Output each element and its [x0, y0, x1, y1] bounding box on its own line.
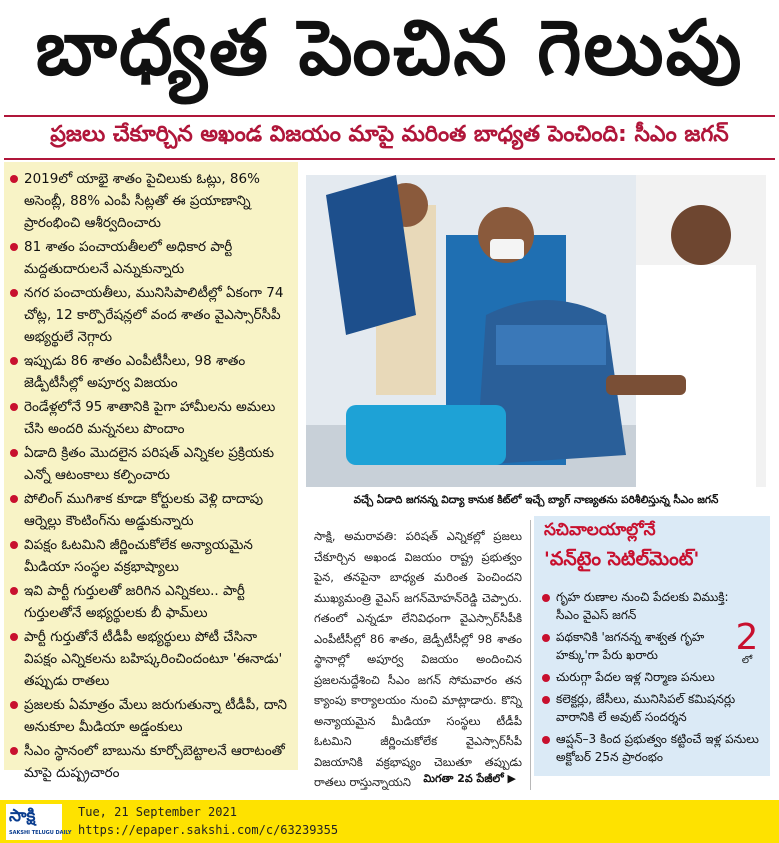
bullet-icon	[10, 701, 18, 709]
continued-on-page-link[interactable]: మిగతా 2వ పేజీలో ▶	[423, 772, 516, 785]
sidebar-item-text: పథకానికి 'జగనన్న శాశ్వత గృహ హక్కు'గా పేరు ఖరారు	[556, 630, 705, 662]
sidebar-story	[534, 516, 770, 776]
subheadline: ప్రజలు చేకూర్చిన అఖండ విజయం మాపై మరింత బాధ్యత పెంచింది: సీఎం జగన్	[50, 122, 729, 147]
sakshi-logo	[6, 804, 72, 840]
sidebar-kicker: సచివాలయాల్లోనే	[544, 520, 656, 540]
epaper-link[interactable]: https://epaper.sakshi.com/c/63239355	[78, 823, 339, 837]
highlights-panel	[4, 162, 298, 781]
bullet-icon	[10, 403, 18, 411]
highlight-text: పార్టీ గుర్తుతోనే టీడీపీ అభ్యర్థులు పోటీ చేసినా విపక్షం ఎన్నికలను బహిష్కరించిందంటూ 'ఈనాడు' తప్పుడు రాతలు	[24, 629, 283, 689]
photo-caption: వచ్చే ఏడాది జగనన్న విద్యా కానుక కిట్‌లో ఇచ్చే బ్యాగ్ నాణ్యతను పరిశీలిస్తున్న సీఎం జగన్	[353, 493, 719, 506]
sidebar-item-text: చురుగ్గా పేదల ఇళ్ల నిర్మాణ పనులు	[556, 670, 715, 684]
bullet-icon	[10, 243, 18, 251]
highlight-text: పోలింగ్ ముగిశాక కూడా కోర్టులకు వెళ్లి దాదాపు ఆర్నెల్లు కౌంటింగ్‌ను అడ్డుకున్నారు	[24, 491, 264, 529]
highlight-text: సీఎం స్థానంలో బాబును కూర్చోబెట్టాలనే ఆరాటంతో మాపై దుష్ప్రచారం	[24, 743, 285, 781]
bullet-icon	[10, 747, 18, 755]
sidebar-item-text: కలెక్టర్లు, జేసీలు, మునిసిపల్ కమిషనర్లు వారానికి లే అవుట్ సందర్శన	[556, 692, 736, 724]
bullet-icon	[10, 541, 18, 549]
bullet-icon	[10, 633, 18, 641]
highlight-text: ఇవి పార్టీ గుర్తులతో జరిగిన ఎన్నికలు.. పార్టీ గుర్తులతోనే అభ్యర్థులకు బీ ఫామ్‌లు	[24, 583, 245, 621]
highlight-text: 81 శాతం పంచాయతీలలో అధికార పార్టీ మద్దతుదారులనే ఎన్నుకున్నారు	[24, 239, 233, 277]
highlight-text: ప్రజలకు ఏమాత్రం మేలు జరుగుతున్నా టీడీపీ, దాని అనుకూల మీడియా అడ్డంకులు	[24, 697, 287, 735]
bullet-icon	[10, 449, 18, 457]
highlight-text: ఇప్పుడు 86 శాతం ఎంపీటీసీలు, 98 శాతం జెడ్పీటీసీల్లో అపూర్వ విజయం	[24, 353, 246, 391]
highlight-item	[10, 442, 294, 486]
highlight-item	[10, 168, 294, 234]
highlight-item	[10, 488, 294, 532]
highlight-item	[10, 534, 294, 578]
subheadline-divider	[4, 158, 775, 160]
highlight-item	[10, 350, 294, 394]
bullet-icon	[542, 736, 550, 744]
highlight-item	[10, 282, 294, 348]
sidebar-item-text: గృహ రుణాల నుంచి పేదలకు విముక్తి: సీఎం వైఎస్ జగన్	[556, 590, 729, 622]
bullet-icon	[10, 495, 18, 503]
highlight-item	[10, 694, 294, 738]
sidebar-item	[542, 690, 764, 726]
highlight-text: రెండేళ్లలోనే 95 శాతానికి పైగా హామీలను అమలు చేసి అందరి మన్ననలు పొందాం	[24, 399, 276, 437]
sidebar-title: 'వన్‌టైం సెటిల్‌మెంట్'	[544, 548, 700, 570]
logo-wordmark: సాక్షి	[9, 806, 36, 826]
highlight-item	[10, 740, 294, 784]
highlight-text: 2019లో యాభై శాతం పైచిలుకు ఓట్లు, 86% అసెంబ్లీ, 88% ఎంపీ సీట్లతో ఈ ప్రయాణాన్ని ప్రారంభించి ఆశీర్వదించారు	[24, 171, 260, 231]
bullet-icon	[542, 634, 550, 642]
logo-tagline: SAKSHI TELUGU DAILY	[9, 830, 72, 836]
main-story	[306, 520, 528, 790]
headline: బాధ్యత పెంచిన గెలుపు	[35, 3, 744, 92]
bullet-icon	[10, 175, 18, 183]
bullet-icon	[10, 357, 18, 365]
photo-illustration	[306, 175, 766, 487]
highlight-item	[10, 580, 294, 624]
page-reference-badge	[730, 617, 764, 666]
highlight-item	[10, 236, 294, 280]
highlight-item	[10, 626, 294, 692]
column-divider	[530, 520, 531, 790]
sidebar-list	[542, 588, 764, 770]
page-reference-number: 2	[735, 617, 759, 658]
page-reference-label: లో	[741, 655, 753, 666]
sidebar-item	[542, 668, 764, 686]
highlight-item	[10, 396, 294, 440]
bullet-icon	[542, 674, 550, 682]
sidebar-item	[542, 730, 764, 766]
bullet-icon	[10, 289, 18, 297]
highlight-text: ఏడాది క్రితం మొదలైన పరిషత్ ఎన్నికల ప్రక్రియకు ఎన్నో ఆటంకాలు కల్పించారు	[24, 445, 275, 483]
sidebar-item	[542, 588, 764, 624]
bullet-icon	[542, 594, 550, 602]
highlight-text: విపక్షం ఓటమిని జీర్ణించుకోలేక అన్యాయమైన మీడియా సంస్థల వక్రభాష్యాలు	[24, 537, 253, 575]
sidebar-item-text: ఆప్షన్–3 కింద ప్రభుత్వం కట్టించే ఇళ్ల పనులు అక్టోబర్ 25న ప్రారంభం	[556, 732, 759, 764]
footer-bar	[0, 800, 779, 843]
bullet-icon	[10, 587, 18, 595]
highlight-text: నగర పంచాయతీలు, మునిసిపాలిటీల్లో ఏకంగా 74 చోట్ల, 12 కార్పొరేషన్లలో వంద శాతం వైఎస్సార్‌సీపీ అభ్యర్థులే నెగ్గారు	[24, 285, 284, 345]
bullet-icon	[542, 696, 550, 704]
story-body: సాక్షి, అమరావతి: పరిషత్ ఎన్నికల్లో ప్రజలు చేకూర్చిన అఖండ విజయం రాష్ట్ర ప్రభుత్వం పైన, తనపైనా బాధ్యత మరింత పెంచిందని ముఖ్యమంత్రి వైఎస్ జగన్‌మోహన్‌రెడ్డి చెప్పారు. గతంలో ఎన్నడూ లేనివిధంగా వైఎస్సార్‌సీపీకి ఎంపీటీసీల్లో 86 శాతం, జెడ్పీటీసీల్లో 98 శాతం స్థానాల్లో అపూర్వ విజయం అందించిన ప్రజలనుద్దేశించి సీఎం జగన్ సోమవారం తన క్యాంపు కార్యాలయం నుంచి మాట్లాడారు. కొన్ని అన్యాయమైన మీడియా సంస్థలు టీడీపీ ఓటమిని జీర్ణించుకోలేక వైఎస్సార్‌సీపీ విజయానికి వక్రభాష్యం చెబుతూ తప్పుడు రాతలు రాస్తున్నాయని	[314, 529, 522, 789]
edition-date: Tue, 21 September 2021	[78, 805, 237, 819]
news-photo	[306, 175, 766, 487]
